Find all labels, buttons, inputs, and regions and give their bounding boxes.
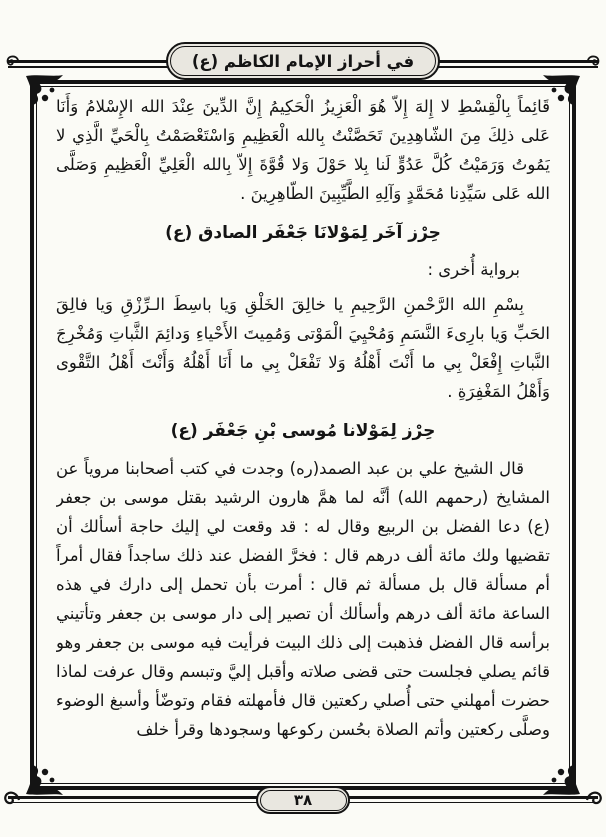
prayer-paragraph-continuation: قَائِماً بِالْقِسْطِ لا إِلهَ إِلاّ هُوَ الْعَزِيزُ الْحَكِيمُ إِنَّ الدِّينَ عِنْدَ الله الإِسْلامُ وَأَنَا عَلى ذلِكَ مِنَ الشّاهِدِينَ تَحَصَّنْتُ بِالله الْعَظِيمِ وَاسْتَعْصَمْتُ بِالْحَيِّ الَّذِي لا يَمُوتُ وَرَمَيْتُ كُلَّ عَدُوٍّ لَنا بِلا حَوْلَ وَلا قُوَّةَ إِلاّ بِالله الْعَلِيِّ الْعَظِيمِ وَصَلَّى الله عَلى سَيِّدِنا مُحَمَّدٍ وَآلِهِ الطَّيِّبِينَ الطّاهِرِينَ . (56, 97, 550, 203)
banner-curl-icon (585, 790, 603, 808)
corner-flourish-icon (535, 749, 581, 795)
chapter-title-cartouche (166, 42, 440, 80)
narrative-paragraph: قال الشيخ علي بن عبد الصمد(ره) وجدت في كتب أصحابنا مروياً عن المشايخ (رحمهم الله) أنَّه لما همَّ هارون الرشيد بقتل موسى بن جعفر (ع) دعا الفضل بن الربيع وقال له : قد وقعت لي إليك حاجة أسألك أن تقضيها ولك مائة ألف درهم قال : فخرَّ الفضل عند ذلك ساجداً فقال أمراً أم مسألة قال بل مسألة ثم قال : أمرت بأن تحمل إلى دارك في هذه الساعة مائة ألف درهم وأسألك أن تصير إلى دار موسى بن جعفر وتأتيني برأسه قال الفضل فذهبت إلى ذلك البيت فرأيت فيه موسى بن جعفر وهو قائم يصلي فجلست حتى قضى صلاته وأقبل إليَّ وتبسم وقال عرفت لماذا حضرت أمهلني حتى أُصلي ركعتين قال فأمهلته فقام وتوضّأ وأسبغ الوضوء وصلَّى ركعتين وأتم الصلاة بحُسن ركوعها وسجودها وقرأ خلف (56, 459, 550, 739)
chapter-header-banner (8, 40, 598, 82)
prayer-paragraph: بِسْمِ الله الرَّحْمنِ الرَّحِيمِ يا خالِقَ الخَلْقِ وَيا باسِطَ الـرِّزْقِ وَيا فالِقَ الحَبِّ وَيا بارِىءَ النَّسَمِ وَمُحْيِيَ الْمَوْتى وَمُمِيتَ الأَحْياءِ وَدائِمَ الثَّباتِ وَمُخْرِجَ النَّباتِ إِفْعَلْ بِي ما أَنْتَ أَهْلُهُ وَلا تَفْعَلْ بِي ما أَنَا أَهْلُهُ وَأَنْتَ أَهْلُ التَّقْوى وَأَهْلُ المَغْفِرَةِ . (56, 295, 550, 401)
section-heading-hirz-musa: حِرْز لِمَوْلانا مُوسى بْنِ جَعْفَر (ع) (170, 421, 436, 441)
narration-variant-label: برواية أُخرى : (427, 260, 520, 279)
page-text-area (56, 92, 550, 780)
banner-curl-icon (3, 790, 21, 808)
banner-curl-icon (4, 54, 20, 70)
banner-curl-icon (586, 54, 602, 70)
page-number: ٣٨ (293, 791, 313, 809)
section-heading-hirz-jafar: حِرْز آخَر لِمَوْلانَا جَعْفَر الصادق (ع) (165, 223, 441, 243)
chapter-title: في أحراز الإمام الكاظم (ع) (191, 51, 415, 71)
ornamental-frame (30, 80, 576, 790)
page-number-pill (256, 786, 350, 814)
corner-flourish-icon (25, 749, 71, 795)
corner-flourish-icon (535, 75, 581, 121)
corner-flourish-icon (25, 75, 71, 121)
page-number-banner (8, 786, 598, 822)
